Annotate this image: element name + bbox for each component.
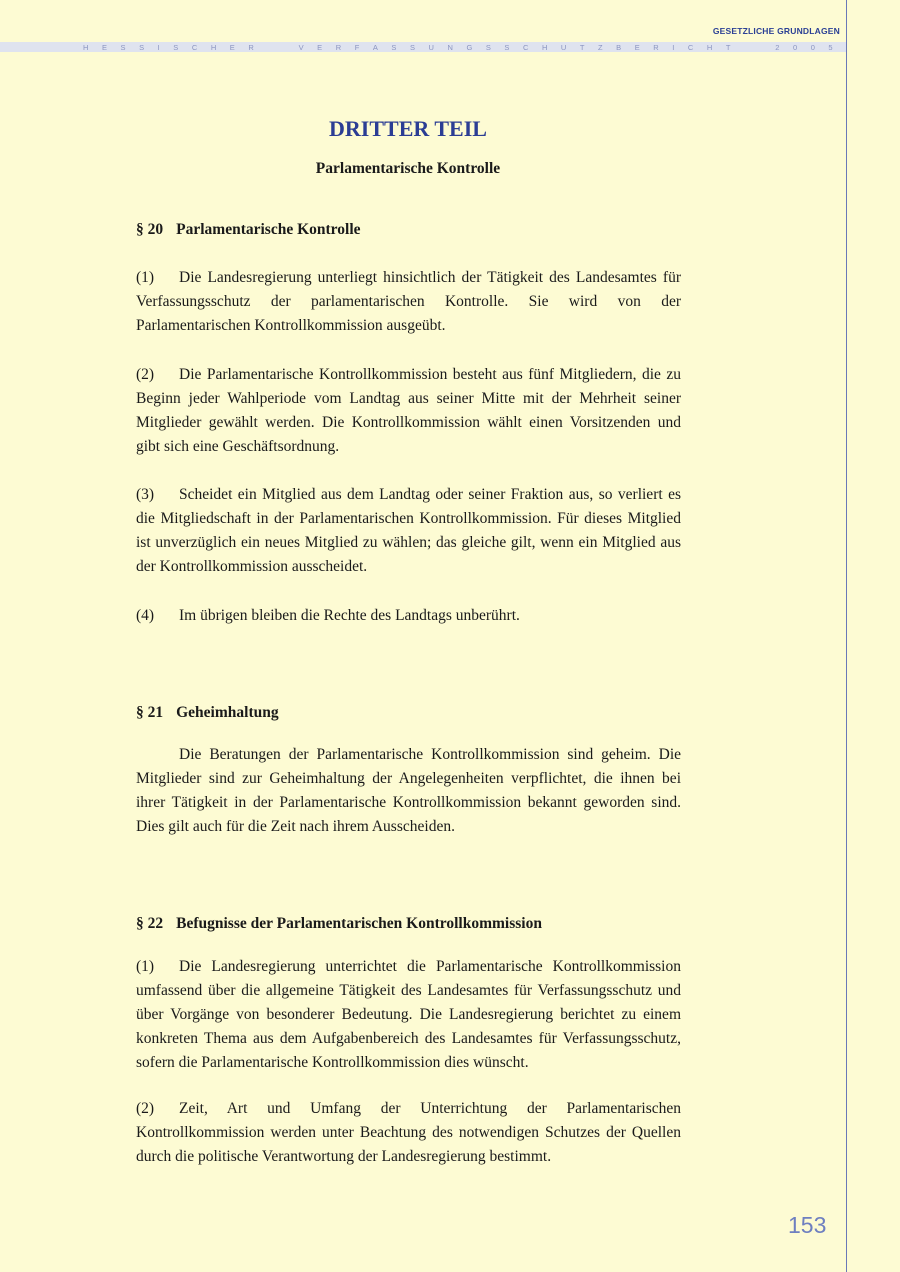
running-header-letter: S (139, 42, 145, 52)
running-header-letter: U (428, 42, 434, 52)
section-20-paragraph-1 (136, 266, 681, 338)
section-heading (136, 912, 681, 936)
running-header-letter: F (354, 42, 360, 52)
paragraph-number: (2) (136, 1100, 155, 1117)
page-number: 153 (788, 1212, 827, 1238)
section-20 (136, 218, 681, 242)
paragraph-number: (3) (136, 486, 155, 503)
running-header-letter (283, 43, 285, 52)
paragraph-number: (2) (136, 366, 155, 383)
running-header-letter (744, 43, 746, 52)
section-number: § 21 (136, 704, 164, 721)
section-21-text (136, 743, 681, 839)
running-header-letter: 0 (792, 42, 798, 52)
running-header-letter: H (706, 42, 713, 52)
section-number: § 20 (136, 221, 164, 238)
part-title: DRITTER TEIL (329, 116, 487, 141)
running-header-letter: T (579, 42, 585, 52)
running-header-letter: U (560, 42, 567, 52)
section-22-paragraph-1 (136, 955, 681, 1075)
paragraph-text: Scheidet ein Mitglied aus dem Landtag oder seiner Fraktion aus, so verliert es die Mitgliedschaft in der Parlamentarischen Kontrollkommission. Für dieses Mitglied ist unverzüglich ein neues Mitglied zu wählen; das gleiche gilt, wenn ein Mitglied aus der Kontrollkommission ausscheidet. (136, 486, 681, 575)
running-header-letter: E (317, 42, 323, 52)
running-header-letter: T (725, 42, 731, 52)
running-header-letter: C (522, 42, 529, 52)
running-header-letter: G (466, 42, 473, 52)
running-header-letter: S (504, 42, 510, 52)
paragraph-number: (4) (136, 607, 155, 624)
section-22 (136, 912, 681, 936)
section-title: Parlamentarische Kontrolle (176, 221, 361, 238)
running-header-letter: S (173, 42, 179, 52)
running-header-letter: H (210, 42, 217, 52)
running-header-letter: Z (598, 42, 603, 52)
running-header-letter: I (672, 42, 675, 52)
section-20-paragraph-4 (136, 604, 681, 628)
section-21 (136, 701, 681, 725)
running-header-letter: C (191, 42, 198, 52)
running-header-letter: 5 (828, 42, 833, 52)
section-22-paragraph-2 (136, 1097, 681, 1169)
section-heading (136, 701, 681, 725)
paragraph-text: Die Landesregierung unterliegt hinsichtlich der Tätigkeit des Landesamtes für Verfassungsschutz der parlamentarischen Kontrolle. Sie wird von der Parlamentarischen Kontrollkommission ausgeübt. (136, 269, 681, 334)
running-header-letter: E (101, 42, 107, 52)
paragraph-number: (1) (136, 958, 155, 975)
running-header-letter (760, 43, 762, 52)
running-header-letter: B (616, 42, 622, 52)
running-header-letter: N (447, 42, 453, 52)
part-subtitle: Parlamentarische Kontrolle (315, 160, 501, 177)
paragraph-text: Die Parlamentarische Kontrollkommission besteht aus fünf Mitgliedern, die zu Beginn jeder Wahlperiode vom Landtag aus seiner Mitte mit der Mehrheit seiner Mitglieder gewählt werden. Die Kontrollkommission wählt einen Vorsitzenden und gibt sich eine Geschäftsordnung. (136, 366, 681, 455)
running-header-letter: R (335, 42, 342, 52)
running-header-letter: H (83, 42, 89, 52)
paragraph-text: Zeit, Art und Umfang der Unterrichtung der Parlamentarischen Kontrollkommission werden unter Beachtung des notwendigen Schutzes der Quellen durch die politische Verantwortung der Landesregierung bestimmt. (136, 1100, 681, 1165)
section-20-paragraph-3 (136, 483, 681, 579)
running-header-letter: S (391, 42, 397, 52)
section-heading (136, 218, 681, 242)
running-header-letter: S (409, 42, 415, 52)
running-header-letter (267, 43, 269, 52)
running-header-title (83, 42, 833, 52)
running-header-letter: R (653, 42, 659, 52)
section-20-paragraph-2 (136, 363, 681, 459)
running-header-letter: I (157, 42, 160, 52)
running-header-letter: E (229, 42, 235, 52)
paragraph-text: Im übrigen bleiben die Rechte des Landtags unberührt. (179, 607, 520, 624)
running-header-letter: S (120, 42, 126, 52)
running-header-letter: V (298, 42, 304, 52)
right-margin-rule (846, 0, 847, 1272)
running-header-letter: R (248, 42, 254, 52)
running-header-letter: 0 (810, 42, 815, 52)
paragraph-text: Die Beratungen der Parlamentarische Kontrollkommission sind geheim. Die Mitglieder sind zur Geheimhaltung der Angelegenheiten verpflichtet, die ihnen bei ihrer Tätigkeit in der Parlamentarische Kontrollkommission bekannt geworden sind. Dies gilt auch für die Zeit nach ihrem Ausscheiden. (136, 746, 681, 835)
running-header-letter: C (687, 42, 694, 52)
section-title: Befugnisse der Parlamentarischen Kontrollkommission (176, 915, 542, 932)
running-header-letter: S (485, 42, 491, 52)
running-header-letter: H (541, 42, 548, 52)
running-header-letter: 2 (775, 42, 780, 52)
running-header-letter: E (634, 42, 640, 52)
paragraph-number: (1) (136, 269, 155, 286)
paragraph-text: Die Landesregierung unterrichtet die Parlamentarische Kontrollkommission umfassend über die allgemeine Tätigkeit des Landesamtes für Verfassungsschutz und über Vorgänge von besonderer Bedeutung. Die Landesregierung berichtet zu einem konkreten Thema aus dem Aufgabenbereich des Landesamtes für Verfassungsschutz, sofern die Parlamentarische Kontrollkommission dies wünscht. (136, 958, 681, 1071)
section-title: Geheimhaltung (176, 704, 279, 721)
section-label: GESETZLICHE GRUNDLAGEN (712, 26, 840, 36)
section-number: § 22 (136, 915, 164, 932)
running-header-letter: A (372, 42, 378, 52)
